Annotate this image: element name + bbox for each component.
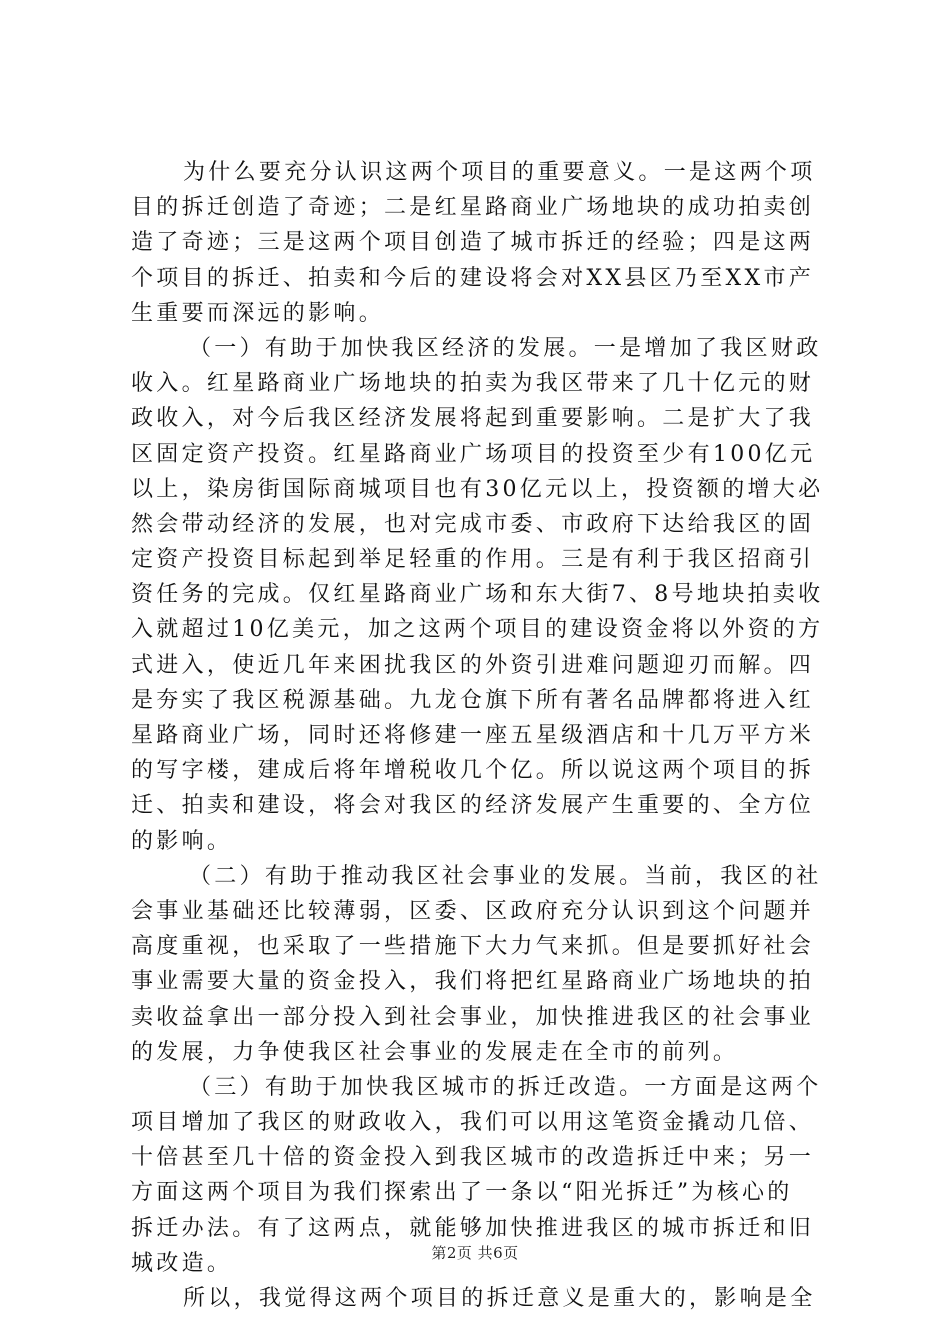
paragraph-line: 城改造。: [131, 1250, 233, 1276]
paragraph-line: 事业需要大量的资金投入，我们将把红星路商业广场地块的拍: [131, 969, 815, 995]
paragraph-line: 收入。红星路商业广场地块的拍卖为我区带来了几十亿元的财: [131, 371, 815, 397]
paragraph-line: 个项目的拆迁、拍卖和今后的建设将会对XX县区乃至XX市产: [131, 265, 815, 291]
paragraph-line: 以上，染房街国际商城项目也有30亿元以上，投资额的增大必: [131, 476, 824, 502]
paragraph-line: 政收入，对今后我区经济发展将起到重要影响。二是扩大了我: [131, 406, 815, 432]
paragraph-line: 的发展，力争使我区社会事业的发展走在全市的前列。: [131, 1039, 739, 1065]
paragraph-line: 十倍甚至几十倍的资金投入到我区城市的改造拆迁中来；另一: [131, 1145, 815, 1171]
paragraph-line: （一）有助于加快我区经济的发展。一是增加了我区财政: [189, 335, 822, 361]
paragraph-line: 资任务的完成。仅红星路商业广场和东大街7、8号地块拍卖收: [131, 582, 824, 608]
paragraph-line: 会事业基础还比较薄弱，区委、区政府充分认识到这个问题并: [131, 898, 815, 924]
paragraph-line: 生重要而深远的影响。: [131, 300, 385, 326]
paragraph-line: 星路商业广场，同时还将修建一座五星级酒店和十几万平方米: [131, 723, 815, 748]
paragraph-line: 然会带动经济的发展，也对完成市委、市政府下达给我区的固: [131, 511, 815, 537]
paragraph-line: 目的拆迁创造了奇迹；二是红星路商业广场地块的成功拍卖创: [131, 195, 815, 221]
paragraph-line: 区固定资产投资。红星路商业广场项目的投资至少有100亿元: [131, 441, 816, 467]
paragraph-line: 的写字楼，建成后将年增税收几个亿。所以说这两个项目的拆: [131, 758, 815, 784]
body-text: [131, 155, 843, 1316]
paragraph-line: （三）有助于加快我区城市的拆迁改造。一方面是这两个: [189, 1074, 822, 1100]
paragraph-line: 拆迁办法。有了这两点，就能够加快推进我区的城市拆迁和旧: [131, 1215, 815, 1241]
paragraph-line: 高度重视，也采取了一些措施下大力气来抓。但是要抓好社会: [131, 934, 815, 960]
paragraph-line: 项目增加了我区的财政收入，我们可以用这笔资金撬动几倍、: [131, 1110, 815, 1136]
paragraph-line: 方面这两个项目为我们探索出了一条以“阳光拆迁”为核心的: [131, 1180, 793, 1206]
paragraph-line: 卖收益拿出一部分投入到社会事业，加快推进我区的社会事业: [131, 1004, 815, 1030]
paragraph-line: 入就超过10亿美元，加之这两个项目的建设资金将以外资的方: [131, 617, 824, 643]
paragraph-line: 式进入，使近几年来困扰我区的外资引进难问题迎刃而解。四: [131, 652, 815, 678]
page-number-footer: 第2页 共6页: [431, 1244, 519, 1262]
paragraph-line: 所以，我觉得这两个项目的拆迁意义是重大的，影响是全: [183, 1286, 816, 1311]
paragraph-line: 为什么要充分认识这两个项目的重要意义。一是这两个项: [183, 160, 816, 185]
paragraph-line: 造了奇迹；三是这两个项目创造了城市拆迁的经验；四是这两: [131, 230, 815, 256]
paragraph-line: 是夯实了我区税源基础。九龙仓旗下所有著名品牌都将进入红: [131, 687, 815, 713]
paragraph-line: 迁、拍卖和建设，将会对我区的经济发展产生重要的、全方位: [131, 793, 815, 819]
paragraph-line: 定资产投资目标起到举足轻重的作用。三是有利于我区招商引: [131, 547, 815, 573]
paragraph-line: 的影响。: [131, 828, 233, 854]
paragraph-line: （二）有助于推动我区社会事业的发展。当前，我区的社: [189, 863, 822, 889]
